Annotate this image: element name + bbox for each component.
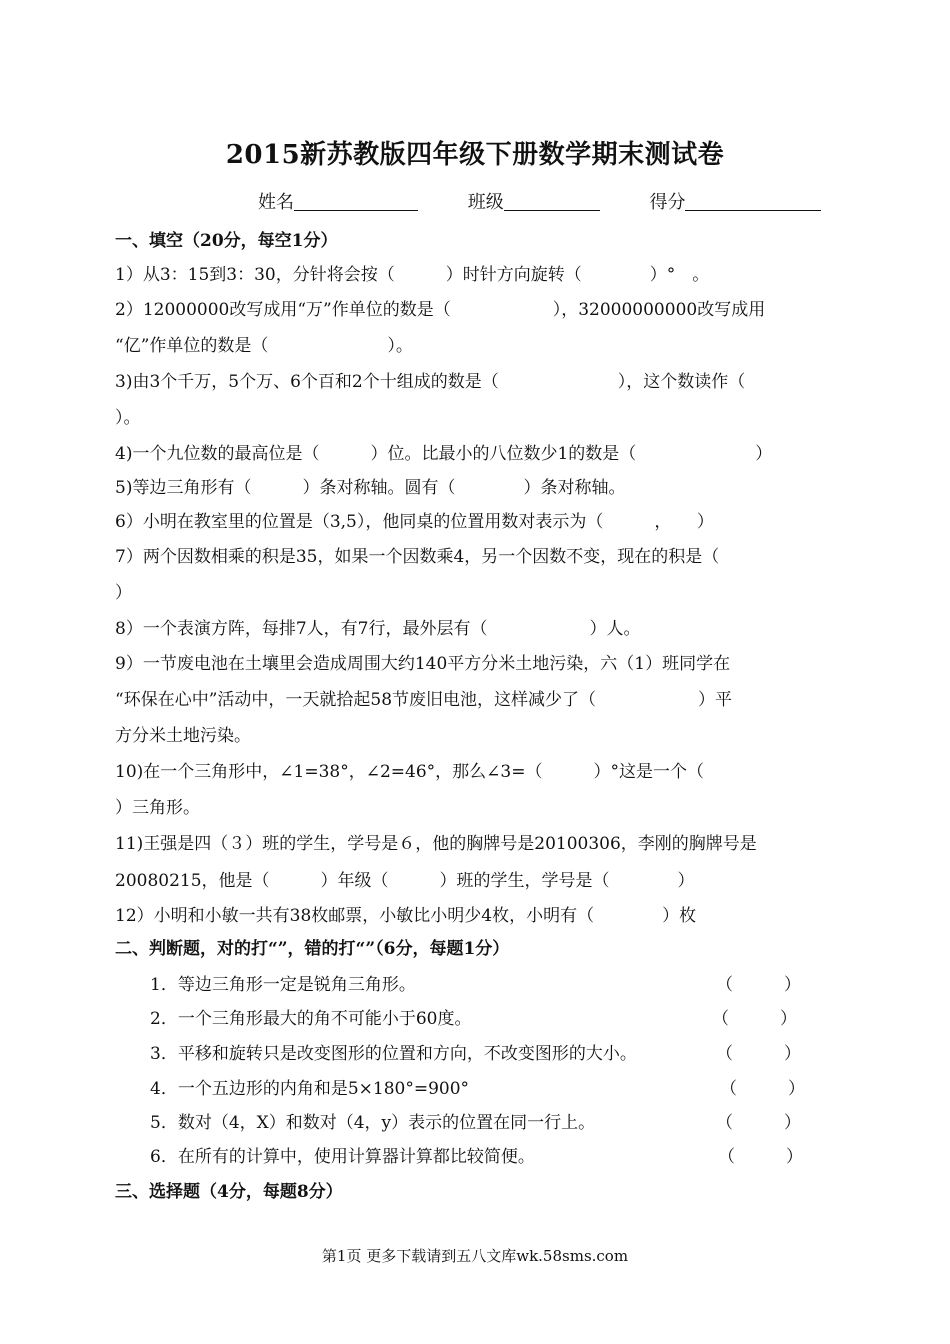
question-line: 7）两个因数相乘的积是35，如果一个因数乘4，另一个因数不变，现在的积是（ bbox=[115, 547, 720, 567]
question-line: 4)一个九位数的最高位是（ ）位。比最小的八位数少1的数是（ ） bbox=[115, 444, 773, 464]
question-line: 12）小明和小敏一共有38枚邮票，小敏比小明少4枚，小明有（ ）枚 bbox=[115, 906, 697, 926]
section-heading-choice: 三、选择题（4分，每题8分） bbox=[115, 1182, 343, 1202]
answer-paren[interactable]: （ ） bbox=[716, 1113, 801, 1133]
question-line: ）三角形。 bbox=[115, 798, 200, 818]
question-line: 10)在一个三角形中，∠1=38°，∠2=46°，那么∠3=（ ）°这是一个（ bbox=[115, 762, 704, 782]
judge-item: 4．一个五边形的内角和是5×180°=900° bbox=[150, 1079, 470, 1099]
answer-paren[interactable]: （ ） bbox=[718, 1147, 803, 1167]
score-blank[interactable] bbox=[685, 192, 821, 211]
judge-item: 1．等边三角形一定是锐角三角形。 bbox=[150, 975, 416, 995]
question-line: 8）一个表演方阵，每排7人，有7行，最外层有（ ）人。 bbox=[115, 619, 641, 639]
judge-item: 2．一个三角形最大的角不可能小于60度。 bbox=[150, 1009, 472, 1029]
question-line: 方分米土地污染。 bbox=[115, 726, 251, 746]
page-title: 2015新苏教版四年级下册数学期末测试卷 bbox=[225, 140, 725, 170]
question-line: 5)等边三角形有（ ）条对称轴。圆有（ ）条对称轴。 bbox=[115, 478, 626, 498]
question-line: ）。 bbox=[115, 408, 141, 428]
judge-item: 3．平移和旋转只是改变图形的位置和方向，不改变图形的大小。 bbox=[150, 1044, 637, 1064]
judge-item: 6．在所有的计算中，使用计算器计算都比较简便。 bbox=[150, 1147, 535, 1167]
answer-paren[interactable]: （ ） bbox=[716, 1044, 801, 1064]
section-heading-fill: 一、填空（20分，每空1分） bbox=[115, 231, 338, 251]
name-label: 姓名 bbox=[258, 192, 294, 213]
question-line: ） bbox=[115, 583, 132, 603]
answer-paren[interactable]: （ ） bbox=[712, 1009, 797, 1029]
question-line: 11)王强是四（３）班的学生，学号是６，他的胸牌号是20100306，李刚的胸牌号是 bbox=[115, 834, 757, 854]
score-label: 得分 bbox=[649, 192, 686, 213]
class-blank[interactable] bbox=[504, 192, 600, 211]
question-line: 9）一节废电池在土壤里会造成周围大约140平方分米土地污染，六（1）班同学在 bbox=[115, 654, 731, 674]
question-line: “亿”作单位的数是（ ）。 bbox=[115, 336, 413, 356]
student-info bbox=[258, 188, 821, 214]
score-field bbox=[649, 188, 821, 214]
question-line: 3)由3个千万，5个万、6个百和2个十组成的数是（ ），这个数读作（ bbox=[115, 372, 746, 392]
class-label: 班级 bbox=[467, 192, 504, 213]
question-line: 1）从3：15到3：30，分针将会按（ ）时针方向旋转（ ）° 。 bbox=[115, 265, 710, 285]
question-line: 20080215，他是（ ）年级（ ）班的学生，学号是（ ） bbox=[115, 871, 695, 891]
judge-item: 5．数对（4，X）和数对（4，y）表示的位置在同一行上。 bbox=[150, 1113, 596, 1133]
name-blank[interactable] bbox=[294, 192, 418, 211]
class-field bbox=[468, 188, 600, 214]
question-line: “环保在心中”活动中，一天就拾起58节废旧电池，这样减少了（ ）平 bbox=[115, 690, 733, 710]
name-field bbox=[258, 188, 418, 214]
question-line: 6）小明在教室里的位置是（3,5），他同桌的位置用数对表示为（ ， ） bbox=[115, 512, 714, 532]
answer-paren[interactable]: （ ） bbox=[720, 1079, 805, 1099]
question-line: 2）12000000改写成用“万”作单位的数是（ ），32000000000改写成用 bbox=[115, 300, 766, 320]
section-heading-judge: 二、判断题，对的打“”，错的打“”（6分，每题1分） bbox=[115, 939, 510, 959]
answer-paren[interactable]: （ ） bbox=[716, 975, 801, 995]
page-footer: 第1页 更多下载请到五八文库wk.58sms.com bbox=[321, 1247, 629, 1265]
